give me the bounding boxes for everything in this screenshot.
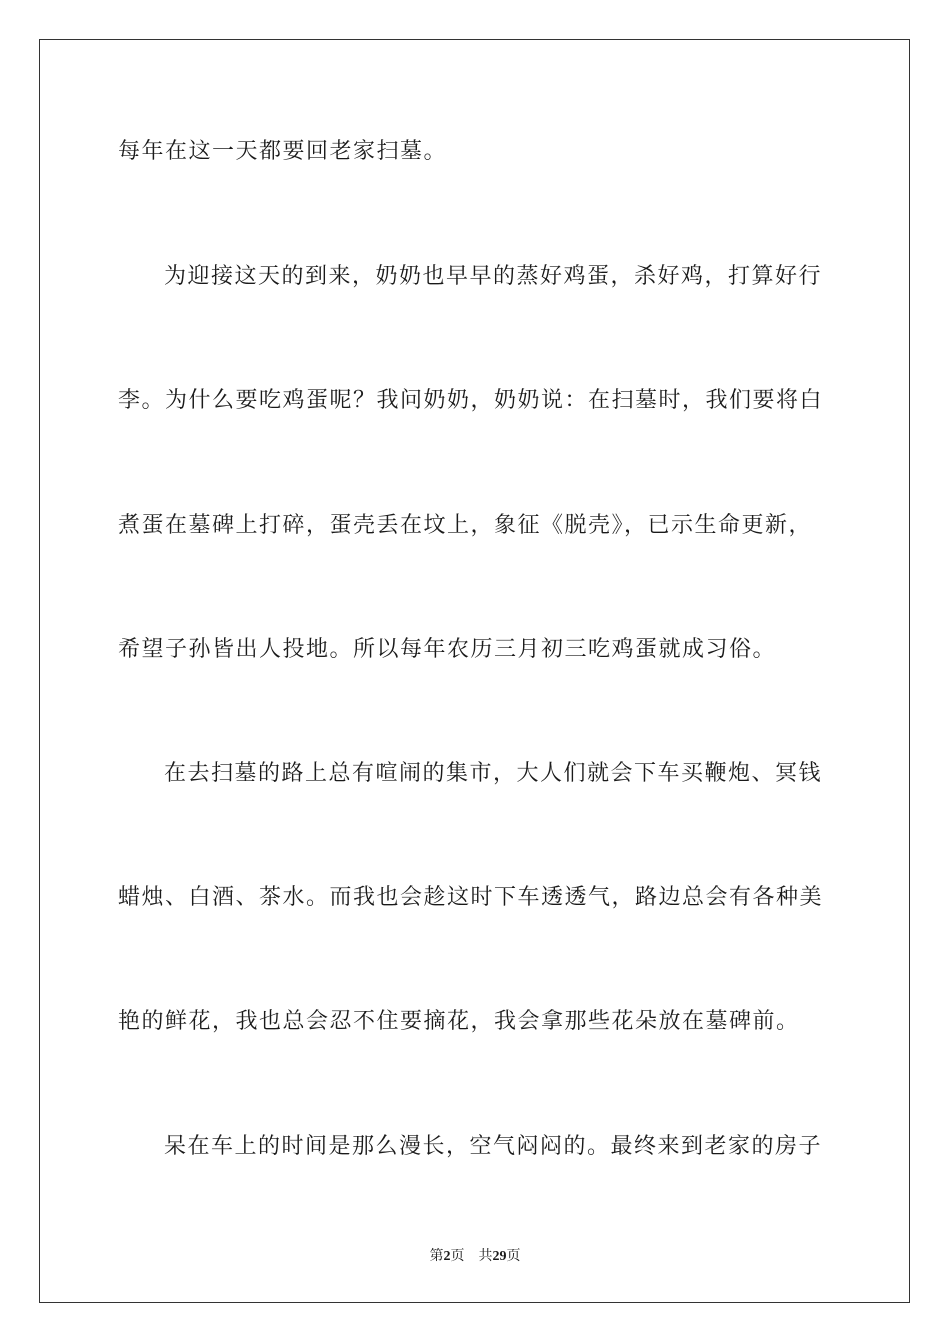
text-line-9: 呆在车上的时间是那么漫长，空气闷闷的。最终来到老家的房子 — [164, 1134, 823, 1159]
page-prefix: 第 — [429, 1248, 444, 1264]
total-suffix: 页 — [506, 1248, 521, 1264]
text-line-1: 每年在这一天都要回老家扫墓。 — [118, 139, 448, 164]
text-line-5: 希望子孙皆出人投地。所以每年农历三月初三吃鸡蛋就成习俗。 — [118, 637, 777, 662]
text-line-4: 煮蛋在墓碑上打碎，蛋壳丢在坟上，象征《脱壳》，已示生命更新， — [118, 513, 813, 538]
text-line-7: 蜡烛、白酒、茶水。而我也会趁这时下车透透气，路边总会有各种美 — [118, 885, 824, 910]
page-footer — [0, 1246, 950, 1267]
page-suffix: 页 — [450, 1248, 465, 1264]
page-number: 2 — [443, 1249, 451, 1264]
page-border — [39, 39, 910, 1303]
text-line-2: 为迎接这天的到来，奶奶也早早的蒸好鸡蛋，杀好鸡，打算好行 — [164, 264, 823, 289]
text-line-3: 李。为什么要吃鸡蛋呢？我问奶奶，奶奶说：在扫墓时，我们要将白 — [118, 388, 824, 413]
total-pages: 29 — [492, 1249, 507, 1264]
total-prefix: 共 — [478, 1248, 493, 1264]
text-line-8: 艳的鲜花，我也总会忍不住要摘花，我会拿那些花朵放在墓碑前。 — [118, 1009, 800, 1034]
text-line-6: 在去扫墓的路上总有喧闹的集市，大人们就会下车买鞭炮、冥钱 — [164, 761, 823, 786]
